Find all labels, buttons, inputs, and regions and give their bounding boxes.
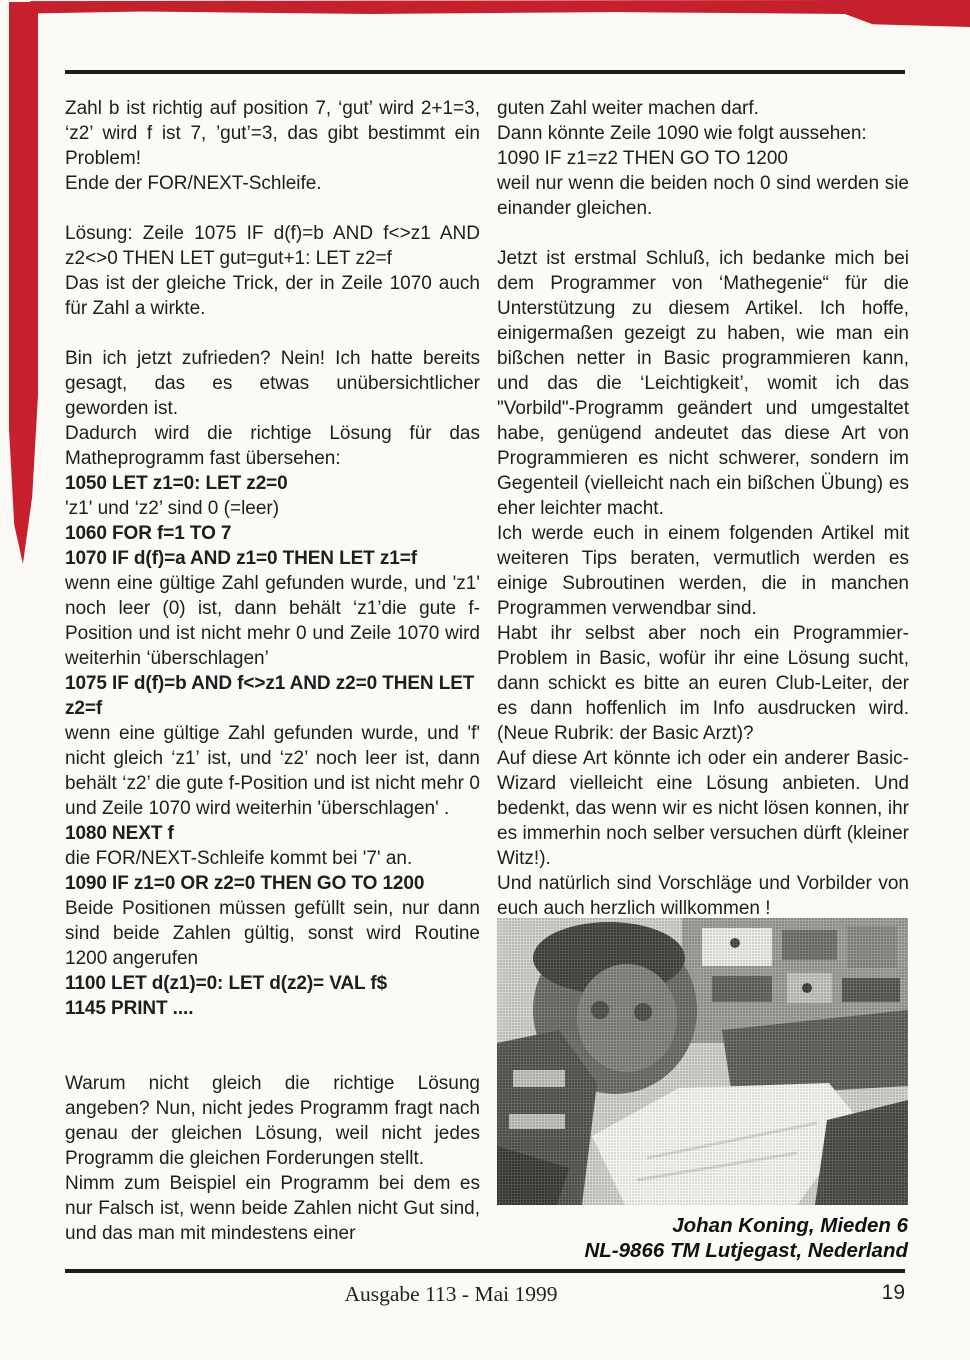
photo-figure [497,918,908,1263]
bottom-rule [65,1269,905,1273]
paragraph: Das ist der gleiche Trick, der in Zeile 1070 auch für Zahl a wirkte. [65,273,480,319]
paragraph: weil nur wenn die beiden noch 0 sind werden sie einander gleichen. [497,173,909,219]
paragraph: wenn eine gültige Zahl gefunden wurde, und 'f' nicht gleich ‘z1’ ist, und ‘z2’ noch leer ist, dann behält ‘z2’ die gute f-Position und ist nicht mehr 0 und Zeile 1070 wird weiterhin 'überschlagen' . [65,723,480,819]
basic-code-line: 1080 NEXT f [65,823,174,844]
paragraph: wenn eine gültige Zahl gefunden wurde, und 'z1' noch leer (0) ist, dann behält ‘z1’die gute f-Position und ist nicht mehr 0 und Zeile 1070 wird weiterhin ‘überschlagen’ [65,573,480,669]
footer-issue-label: Ausgabe 113 - Mai 1999 [344,1282,558,1306]
paragraph: 'z1' und ‘z2’ sind 0 (=leer) [65,498,280,519]
basic-code-line: 1050 LET z1=0: LET z2=0 [65,473,288,494]
basic-code-line: 1090 IF z1=z2 THEN GO TO 1200 [497,148,788,169]
photo-caption-line2: NL-9866 TM Lutjegast, Nederland [584,1239,908,1262]
paragraph: Nimm zum Beispiel ein Programm bei dem es nur Falsch ist, wenn beide Zahlen nicht Gut sind, und das man mit mindestens einer [65,1173,480,1244]
basic-code-line: 1145 PRINT .... [65,998,194,1019]
paragraph: Habt ihr selbst aber noch ein Programmier-Problem in Basic, wofür ihr eine Lösung sucht, dann schickt es bitte an euren Club-Leiter, der es dann hoffenlich im Info ausdrucken wird. (Neue Rubrik: der Basic Arzt)? [497,623,909,744]
top-rule [65,70,905,74]
paragraph: guten Zahl weiter machen darf. [497,98,759,119]
basic-code-line: 1100 LET d(z1)=0: LET d(z2)= VAL f$ [65,973,388,994]
paragraph: Beide Positionen müssen gefüllt sein, nur dann sind beide Zahlen gültig, sonst wird Routine 1200 angerufen [65,898,480,969]
paragraph: die FOR/NEXT-Schleife kommt bei '7' an. [65,848,413,869]
paragraph: Dadurch wird die richtige Lösung für das Matheprogramm fast übersehen: [65,423,480,469]
paragraph: Auf diese Art könnte ich oder ein anderer Basic-Wizard vielleicht eine Lösung anbieten. Und bedenkt, das wenn wir es nicht lösen konnen, ihr es immerhin noch selber versuchen dürft (kleiner Witz!). [497,748,909,869]
basic-code-line: 1060 FOR f=1 TO 7 [65,523,232,544]
paragraph-gap [497,221,909,246]
paragraph: Ende der FOR/NEXT-Schleife. [65,173,322,194]
paragraph: Warum nicht gleich die richtige Lösung angeben? Nun, nicht jedes Programm fragt nach genau der gleichen Lösung, weil nicht jedes Programm die gleichen Forderungen stellt. [65,1073,480,1169]
paragraph-gap [65,196,480,221]
photo-johan-koning [497,918,908,1205]
photo-caption-line1: Johan Koning, Mieden 6 [672,1214,908,1237]
scan-artifact-left-edge [9,2,38,564]
paragraph: Zahl b ist richtig auf position 7, ‘gut’ wird 2+1=3, ‘z2’ wird f ist 7, ’gut’=3, das gibt bestimmt ein Problem! [65,98,480,169]
basic-code-line: 1070 IF d(f)=a AND z1=0 THEN LET z1=f [65,548,417,569]
paragraph: Und natürlich sind Vorschläge und Vorbilder von euch auch herzlich willkommen ! [497,873,909,918]
basic-code-line: 1075 IF d(f)=b AND f<>z1 AND z2=0 THEN LET z2=f [65,673,475,719]
right-column [497,96,909,918]
left-column [65,96,480,1246]
scan-artifact-top-edge [30,0,846,14]
paragraph: Lösung: Zeile 1075 IF d(f)=b AND f<>z1 AND z2<>0 THEN LET gut=gut+1: LET z2=f [65,223,480,269]
paragraph: Bin ich jetzt zufrieden? Nein! Ich hatte bereits gesagt, das es etwas unübersichtlicher geworden ist. [65,348,480,419]
basic-code-line: 1090 IF z1=0 OR z2=0 THEN GO TO 1200 [65,873,425,894]
paragraph-gap [65,1021,480,1071]
paragraph: Dann könnte Zeile 1090 wie folgt aussehen: [497,123,867,144]
paragraph: Ich werde euch in einem folgenden Artikel mit weiteren Tips beraten, vermutlich werden es einige Subroutinen werden, die in manchen Programmen verwendbar sind. [497,523,909,619]
paragraph-gap [65,321,480,346]
page-number: 19 [881,1281,905,1304]
scan-artifact-top-right-corner [845,0,970,27]
photo-caption [497,1213,908,1263]
paragraph: Jetzt ist erstmal Schluß, ich bedanke mich bei dem Programmer von ‘Mathegenie“ für die Unterstützung zu diesem Artikel. Ich hoffe, einigermaßen gezeigt zu haben, wie man ein bißchen netter in Basic programmieren kann, und das die ‘Leichtigkeit’, womit ich das "Vorbild"-Programm geändert und umgestaltet habe, genügend andeutet das diese Art von Programmieren es nicht schwerer, sondern im Gegenteil (vielleicht nach ein bißchen Übung) es eher leichter macht. [497,248,909,519]
